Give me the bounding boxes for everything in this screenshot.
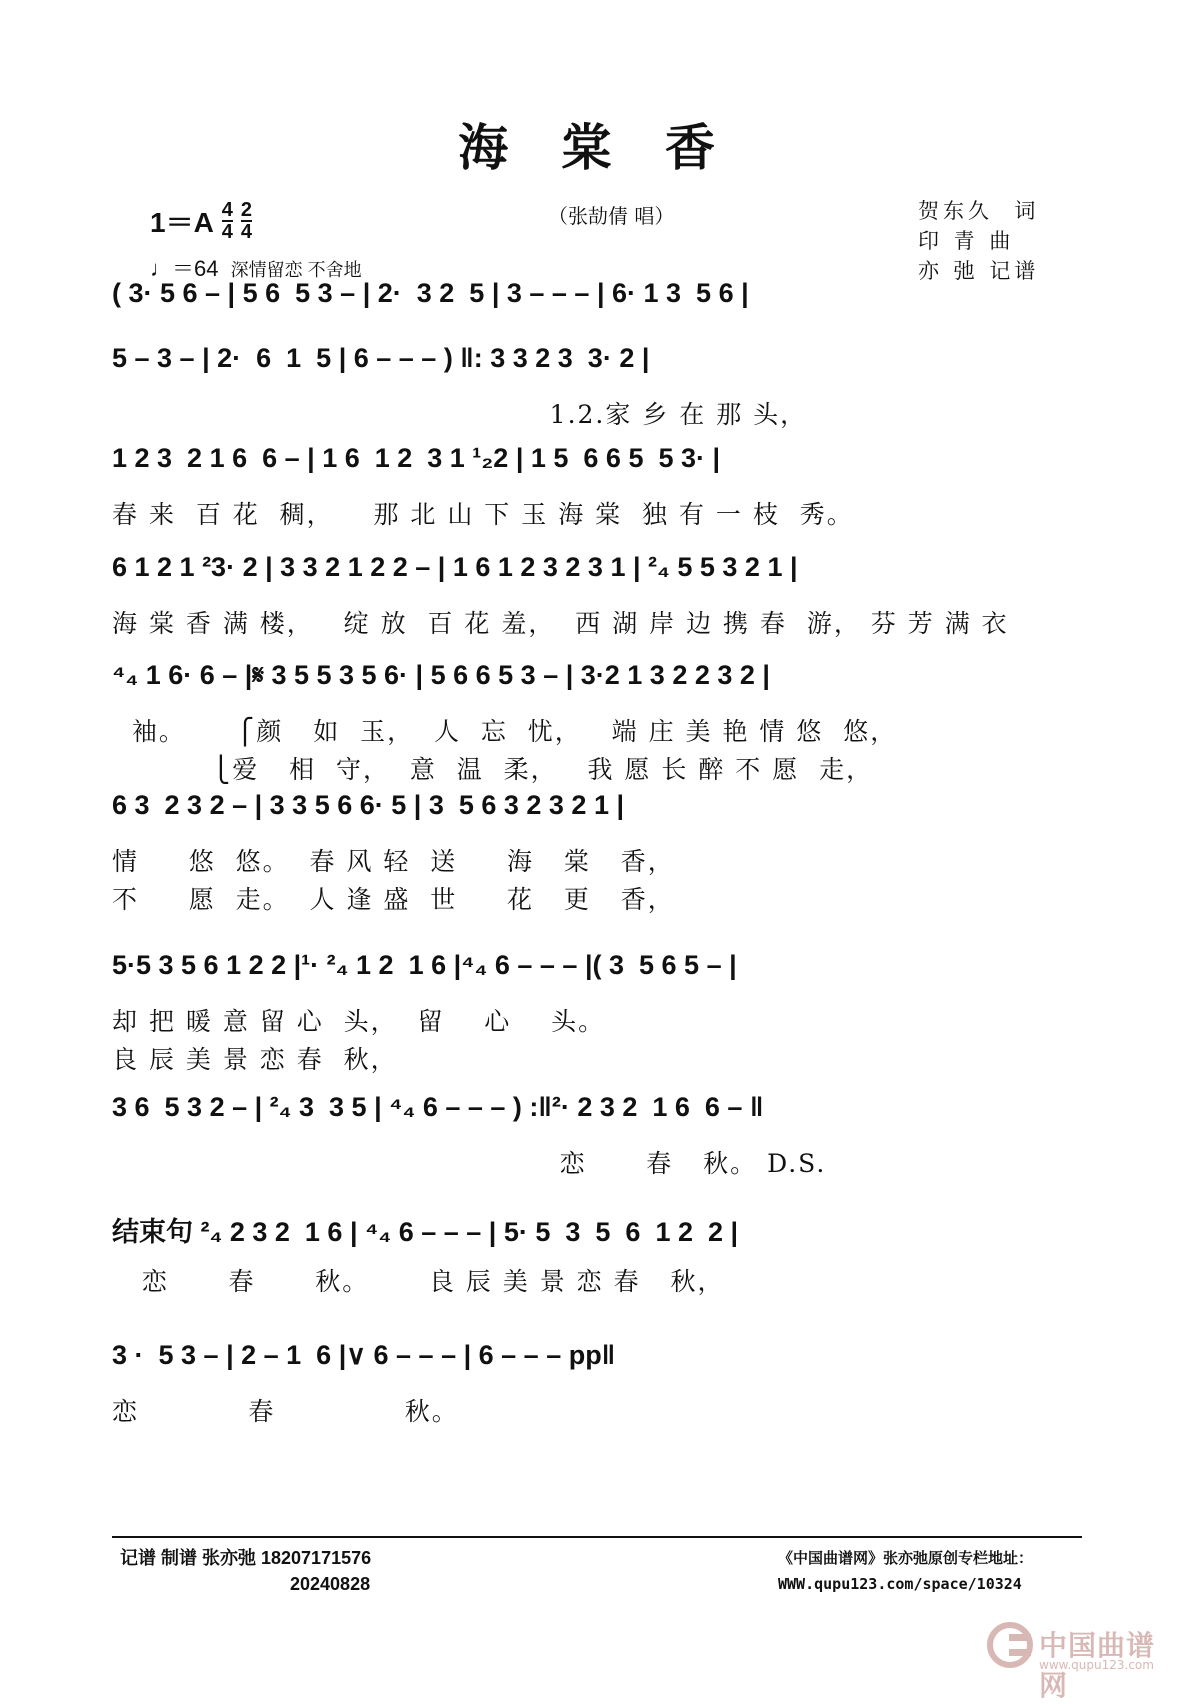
footer-left [120,1545,371,1597]
expression-text: 深情留恋 不舍地 [230,260,362,280]
lyric-row: 却 把 暖 意 留 心 头， 留 心 头。 [112,1007,606,1036]
notation-row: 5·5 3 5 6 1 2 2 |¹· ²₄ 1 2 1 6 |⁴₄ 6 – – – |( 3 5 6 5 – | [112,950,737,980]
notation-row: 5 – 3 – | 2· 6 1 5 | 6 – – – ) ‖: 3 3 2 3 3· 2 | [112,343,650,373]
watermark-url: www.qupu123.com [1039,1658,1154,1672]
time-signature-2 [241,200,252,242]
watermark-text: 中国曲谱网 [1039,1629,1156,1702]
footer-date: 20240828 [290,1574,371,1594]
lyric-row: 恋 春 秋。 D.S. [112,1149,827,1178]
notation-row: 3 · 5 3 – | 2 – 1 6 |∨ 6 – – – | 6 – – – pp‖ [112,1340,616,1370]
notation-row: ( 3· 5 6 – | 5 6 5 3 – | 2· 3 2 5 | 3 – – – | 6· 1 3 5 6 | [112,278,749,308]
lyric-row: ⎩爱 相 守， 意 温 柔， 我 愿 长 醉 不 愿 走， [112,755,874,784]
footer-site-url: WWW.qupu123.com/space/10324 [778,1575,1022,1593]
singer-credit: （张劼倩 唱） [548,204,675,228]
footer-transcriber: 记谱 制谱 张亦弛 18207171576 [120,1548,372,1568]
lyric-row: 春 来 百 花 稠， 那 北 山 下 玉 海 棠 独 有 一 枝 秀。 [112,500,854,529]
composer-credit: 印 青 曲 [918,229,1015,253]
lyric-row: 良 辰 美 景 恋 春 秋， [112,1045,398,1074]
transcriber-credit: 亦 弛 记谱 [918,259,1040,283]
lyric-row: 不 愿 走。 人 逢 盛 世 花 更 香， [112,885,675,914]
tempo-value: ♩＝64 [150,256,219,281]
footer-divider [112,1536,1082,1538]
lyric-row: 袖。 ⎧颜 如 玉， 人 忘 忧， 端 庄 美 艳 情 悠 悠， [112,717,898,746]
footer-site-label: 《中国曲谱网》张亦弛原创专栏地址： [778,1549,1034,1567]
notation-row: 6 1 2 1 ²3· 2 | 3 3 2 1 2 2 – | 1 6 1 2 3 2 3 1 | ²₄ 5 5 3 2 1 | [112,552,798,582]
time-sig-1-bottom: 4 [221,221,233,243]
logo-icon [985,1620,1035,1670]
footer-right [778,1545,1033,1597]
lyricist-credit: 贺东久 词 [918,199,1040,223]
key-label: 1＝A [150,207,214,238]
notation-row: 3 6 5 3 2 – | ²₄ 3 3 5 | ⁴₄ 6 – – – ) :‖²· 2 3 2 1 6 6 – ‖ [112,1092,764,1122]
key-signature [150,200,252,242]
watermark-logo [985,1620,1181,1702]
lyric-row: 恋 春 秋。 良 辰 美 景 恋 春 秋， [112,1267,725,1296]
time-sig-2-bottom: 4 [240,221,253,243]
lyric-row: 情 悠 悠。 春 风 轻 送 海 棠 香， [112,847,675,876]
song-title: 海 棠 香 [458,118,733,177]
notation-row: 结束句 ²₄ 2 3 2 1 6 | ⁴₄ 6 – – – | 5· 5 3 5 6 1 2 2 | [112,1217,739,1247]
notation-row: 6 3 2 3 2 – | 3 3 5 6 6· 5 | 3 5 6 3 2 3 2 1 | [112,790,625,820]
time-sig-2-top: 2 [240,199,253,221]
notation-row: 1 2 3 2 1 6 6 – | 1 6 1 2 3 1 ¹₂2 | 1 5 6 6 5 5 3· | [112,443,721,473]
time-sig-1-top: 4 [221,199,233,221]
lyric-row: 1.2.家 乡 在 那 头， [112,400,808,429]
lyric-row: 海 棠 香 满 楼， 绽 放 百 花 羞， 西 湖 岸 边 携 春 游， 芬 芳 满 衣 [112,609,1009,638]
time-signature-1 [222,200,233,242]
lyric-row: 恋 春 秋。 [112,1397,459,1426]
notation-row: ⁴₄ 1 6· 6 – |𝄋 3 5 5 3 5 6· | 5 6 6 5 3 – | 3·2 1 3 2 2 3 2 | [112,660,770,690]
credits-block [918,196,1039,286]
